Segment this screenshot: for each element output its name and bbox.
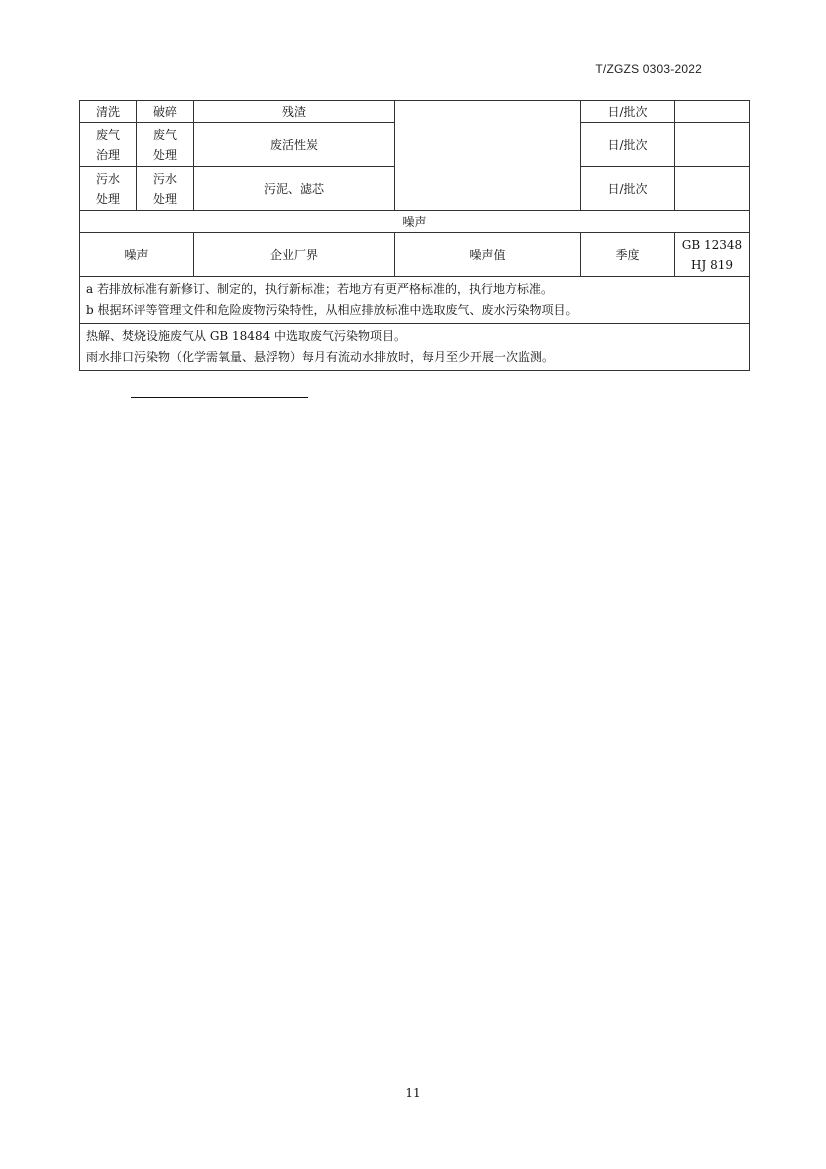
cell-blank-merged (395, 101, 581, 211)
monitoring-table (79, 100, 750, 371)
cell-step: 废气 处理 (137, 123, 194, 167)
cell-item: 残渣 (194, 101, 395, 123)
page-number: 11 (405, 1086, 421, 1100)
note-a: a 若排放标准有新修订、制定的，执行新标准；若地方有更严格标准的，执行地方标准。 (86, 282, 553, 296)
end-rule (131, 397, 308, 398)
cell-frequency: 日/批次 (581, 123, 675, 167)
cell-frequency: 日/批次 (581, 101, 675, 123)
cell-point: 企业厂界 (194, 233, 395, 277)
table-row (80, 101, 750, 123)
cell-standard: GB 12348 HJ 819 (675, 233, 750, 277)
section-title-noise: 噪声 (80, 211, 750, 233)
cell-process: 污水 处理 (80, 167, 137, 211)
cell-category: 噪声 (80, 233, 194, 277)
notes-row (80, 277, 750, 324)
cell-frequency: 季度 (581, 233, 675, 277)
section-row (80, 211, 750, 233)
cell-step: 污水 处理 (137, 167, 194, 211)
cell-process: 废气 治理 (80, 123, 137, 167)
cell-process: 清洗 (80, 101, 137, 123)
table-extra-notes (80, 324, 750, 371)
document-code: T/ZGZS 0303-2022 (595, 62, 702, 76)
cell-item: 废活性炭 (194, 123, 395, 167)
table-row (80, 233, 750, 277)
cell-blank (675, 101, 750, 123)
note-b: b 根据环评等管理文件和危险废物污染特性，从相应排放标准中选取废气、废水污染物项目。 (86, 303, 578, 317)
cell-indicator: 噪声值 (395, 233, 581, 277)
table-notes (80, 277, 750, 324)
extra-note-1: 热解、焚烧设施废气从 GB 18484 中选取废气污染物项目。 (86, 329, 407, 343)
cell-blank (675, 123, 750, 167)
extra-row (80, 324, 750, 371)
cell-blank (675, 167, 750, 211)
cell-frequency: 日/批次 (581, 167, 675, 211)
cell-step: 破碎 (137, 101, 194, 123)
extra-note-2: 雨水排口污染物（化学需氧量、悬浮物）每月有流动水排放时，每月至少开展一次监测。 (86, 350, 555, 364)
cell-item: 污泥、滤芯 (194, 167, 395, 211)
